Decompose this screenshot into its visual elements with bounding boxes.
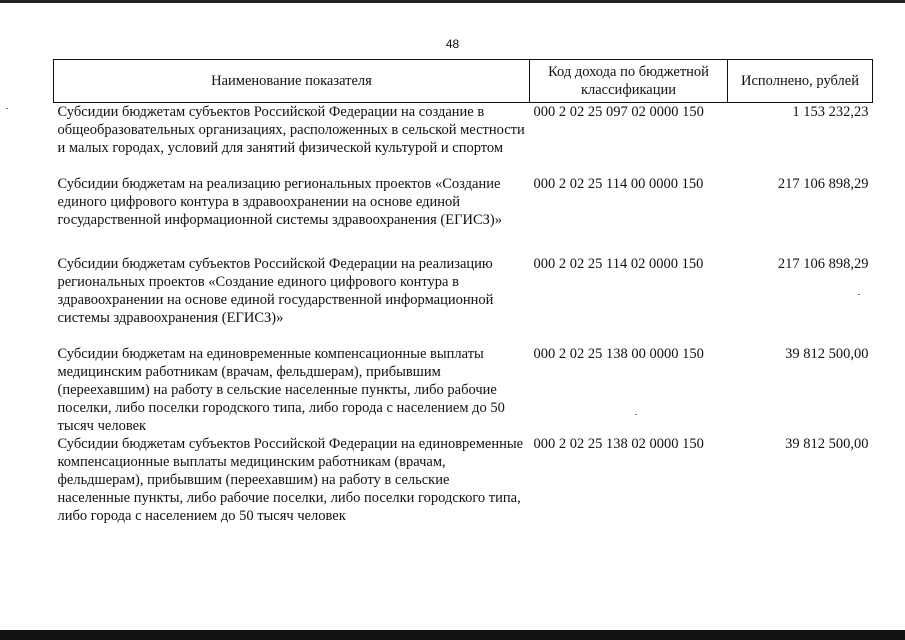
top-rule — [0, 0, 905, 3]
row-amount: 217 106 898,29 — [777, 256, 869, 272]
row-name: Субсидии бюджетам на реализацию региональных проектов «Создание единого цифрового контура в здравоохранении на основе единой государственной информационной системы здравоохранения (ЕГИСЗ)» — [57, 176, 502, 228]
row-amount: 39 812 500,00 — [785, 436, 869, 452]
page-number: 48 — [445, 37, 460, 51]
row-code: 000 2 02 25 138 02 0000 150 — [533, 436, 704, 452]
revenue-table — [53, 59, 873, 529]
row-code: 000 2 02 25 097 02 0000 150 — [533, 104, 704, 120]
row-name: Субсидии бюджетам субъектов Российской Федерации на реализацию региональных проектов «Создание единого цифрового контура в здравоохранении на основе единой государственной информационной системы здравоохранения (ЕГИСЗ)» — [57, 256, 494, 326]
bottom-rule — [0, 630, 905, 640]
header-name: Наименование показателя — [54, 60, 530, 103]
scan-speck — [635, 414, 637, 415]
table-header-row — [54, 60, 873, 103]
table-row — [54, 103, 873, 176]
table-row — [54, 255, 873, 345]
table-row — [54, 435, 873, 529]
table-row — [54, 175, 873, 255]
row-amount: 39 812 500,00 — [785, 346, 869, 362]
row-code: 000 2 02 25 138 00 0000 150 — [533, 346, 704, 362]
row-amount: 217 106 898,29 — [777, 176, 869, 192]
row-name: Субсидии бюджетам на единовременные компенсационные выплаты медицинским работникам (врачам, фельдшерам), прибывшим (переехавшим) на работу в сельские населенные пункты, либо рабочие поселки, либо поселки городского типа, либо города с населением до 50 тысяч человек — [57, 346, 505, 434]
row-amount: 1 153 232,23 — [792, 104, 869, 120]
row-name: Субсидии бюджетам субъектов Российской Федерации на единовременные компенсационные выплаты медицинским работникам (врачам, фельдшерам), прибывшим (переехавшим) на работу в сельские населенные пункты, либо рабочие поселки, либо поселки городского типа, либо города с населением до 50 тысяч человек — [57, 436, 524, 524]
scan-speck — [6, 108, 8, 109]
header-amount: Исполнено, рублей — [728, 60, 873, 103]
row-code: 000 2 02 25 114 00 0000 150 — [533, 176, 704, 192]
row-code: 000 2 02 25 114 02 0000 150 — [533, 256, 704, 272]
row-name: Субсидии бюджетам субъектов Российской Федерации на создание в общеобразовательных организациях, расположенных в сельской местности и малых городах, условий для занятий физической культурой и спортом — [57, 104, 525, 156]
table-row — [54, 345, 873, 435]
header-code: Код дохода по бюджетной классификации — [530, 60, 728, 103]
scan-speck — [858, 294, 860, 295]
